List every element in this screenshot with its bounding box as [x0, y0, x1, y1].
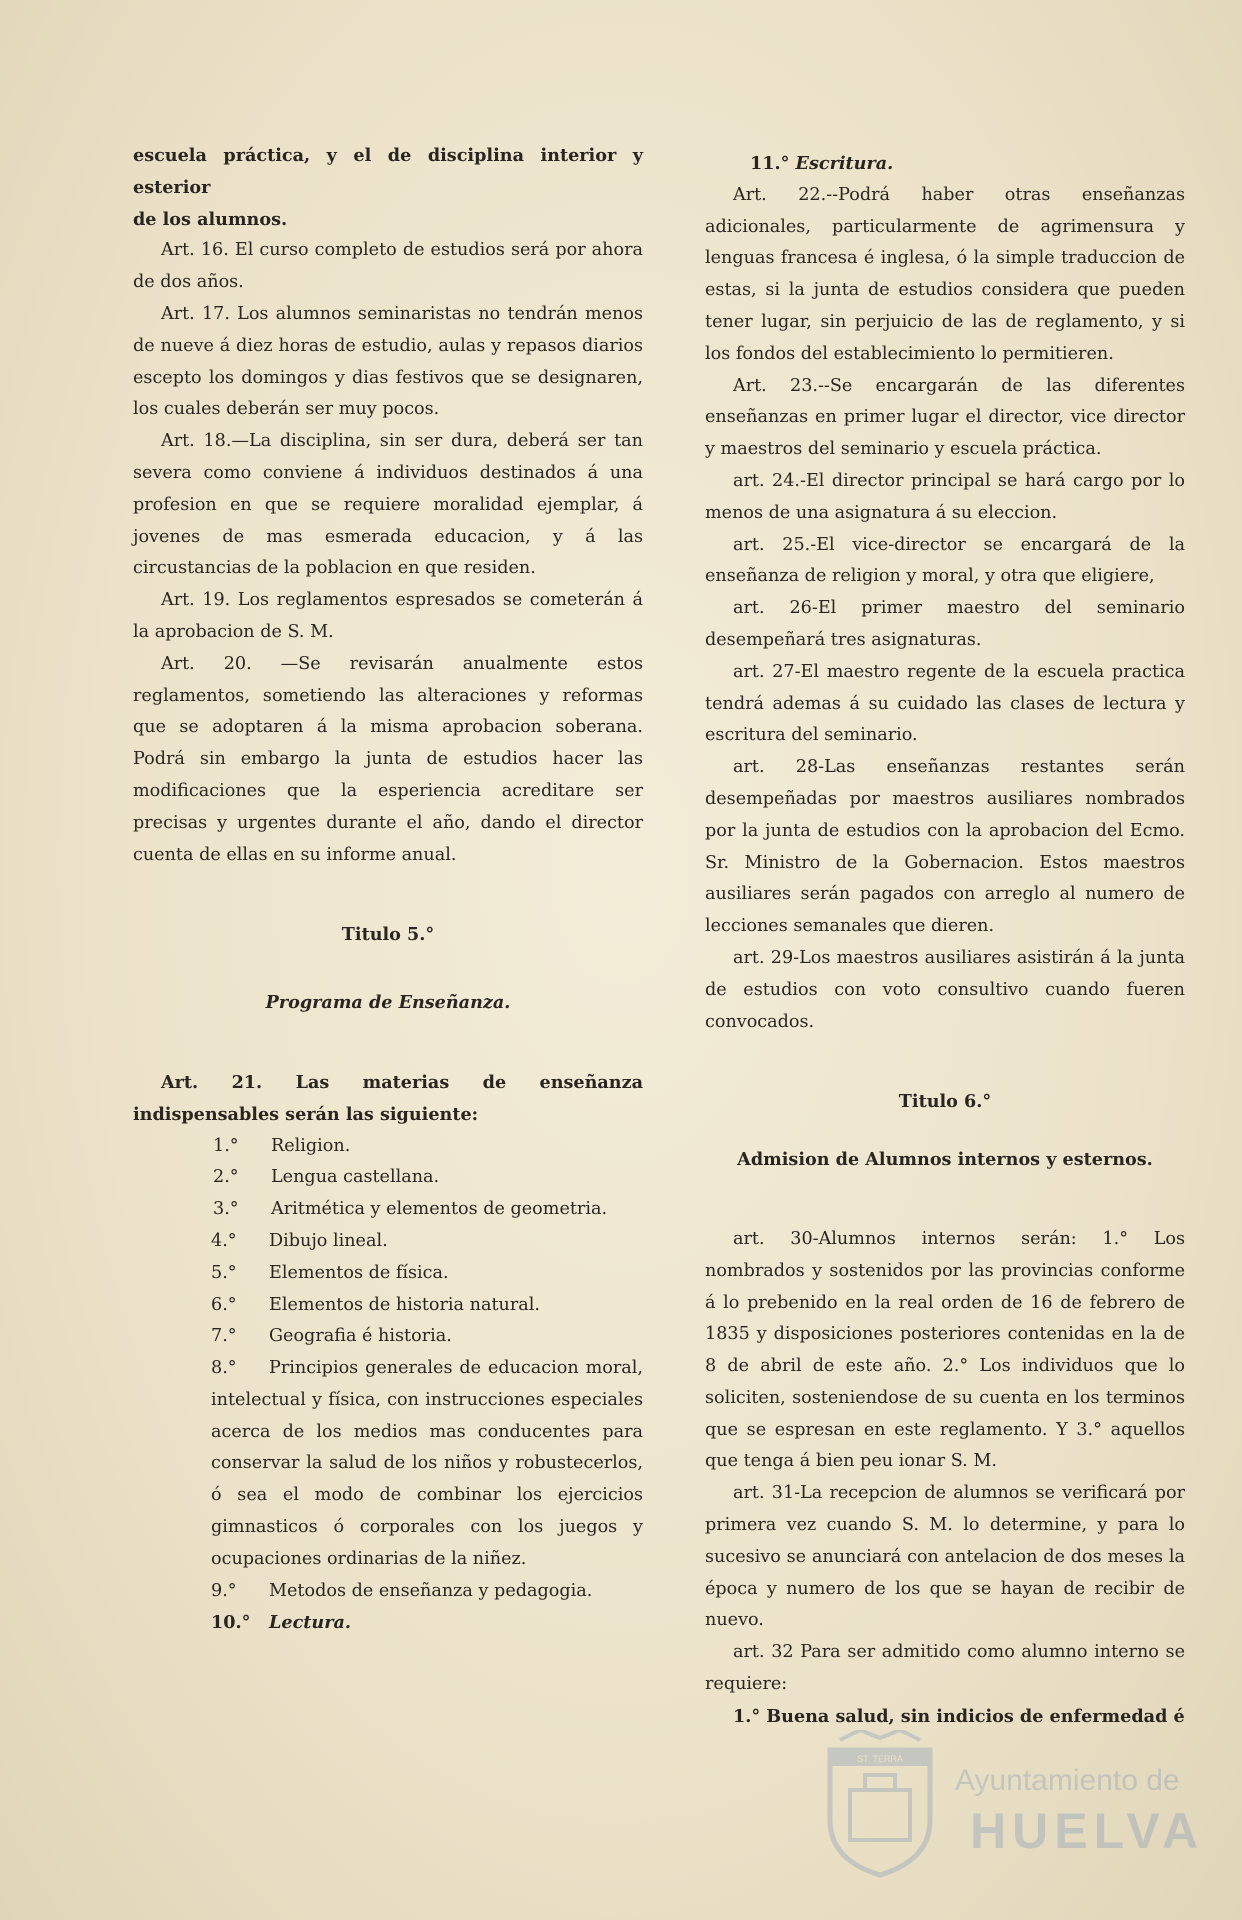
item-text: Dibujo lineal. — [269, 1230, 388, 1251]
article-17: Art. 17. Los alumnos seminaristas no tendrán menos de nueve á diez horas de estudio, aulas y repasos diarios escepto los domingos y dias festivos que se designaren, los cuales deberán ser muy pocos. — [133, 303, 643, 420]
section-title-5: Titulo 5.° — [341, 924, 435, 946]
section-title-6: Titulo 6.° — [898, 1091, 992, 1113]
list-item — [133, 1258, 643, 1290]
item-number: 9.° — [211, 1580, 237, 1601]
item-number: 10.° — [211, 1612, 251, 1634]
shield-icon — [820, 1730, 940, 1880]
item-text: Lengua castellana. — [271, 1167, 440, 1188]
item-text: Escritura. — [795, 153, 894, 174]
article-18: Art. 18.—La disciplina, sin ser dura, deberá ser tan severa como conviene á individuos destinados á una profesion en que se requiere moralidad ejemplar, á jovenes de mas esmerada educacion, y á las circustancias de la poblacion en que residen. — [133, 431, 643, 579]
article-25: art. 25.-El vice-director se encargará de la enseñanza de religion y moral, y otra que eligiere, — [705, 534, 1185, 587]
svg-text:ST. TERRA: ST. TERRA — [857, 1754, 903, 1764]
list-item — [133, 1321, 643, 1353]
article-32: art. 32 Para ser admitido como alumno interno se requiere: — [705, 1642, 1185, 1695]
article-16: Art. 16. El curso completo de estudios será por ahora de dos años. — [133, 240, 643, 293]
item-text: Elementos de historia natural. — [269, 1294, 540, 1315]
article-24: art. 24.-El director principal se hará cargo por lo menos de una asignatura á su eleccion. — [705, 470, 1185, 523]
item-text: Lectura. — [269, 1612, 351, 1634]
article-30: art. 30-Alumnos internos serán: 1.° Los nombrados y sostenidos por las provincias conforme á lo prebenido en la real orden de 16 de febrero de 1835 y disposiciones posteriores contenidas en la de 8 de abril de este año. 2.° Los individuos que lo soliciten, sosteniendose de su cuenta en los terminos que se espresan en este reglamento. Y 3.° aquellos que tenga á bien peu ionar S. M. — [705, 1228, 1185, 1472]
item-number: 8.° — [211, 1358, 237, 1379]
article-21: Art. 21. Las materias de enseñanza indispensables serán las siguiente: — [133, 1071, 643, 1125]
article-31: art. 31-La recepcion de alumnos se verificará por primera vez cuando S. M. lo determine, y para lo sucesivo se anunciará con antelacion de dos meses la época y numero de los que se hayan de recibir de nuevo. — [705, 1483, 1185, 1631]
list-item — [133, 1131, 643, 1163]
item-number: 6.° — [211, 1294, 237, 1315]
ayuntamiento-huelva-watermark — [820, 1730, 1220, 1880]
item-number: 5.° — [211, 1262, 237, 1283]
article-19: Art. 19. Los reglamentos espresados se cometerán á la aprobacion de S. M. — [133, 590, 643, 642]
watermark-line-1: Ayuntamiento de — [955, 1764, 1180, 1797]
item-text: Principios generales de educacion moral, intelectual y física, con instrucciones especiales acerca de los medios mas conducentes para conservar la salud de los niños y robustecerlos, ó sea el modo de combinar los ejercicios gimnasticos ó corporales con los juegos y ocupaciones ordinarias de la niñez. — [211, 1358, 643, 1569]
item-text: Geografia é historia. — [269, 1326, 452, 1347]
article-26: art. 26-El primer maestro del seminario desempeñará tres asignaturas. — [705, 598, 1185, 650]
right-column — [705, 148, 1185, 1733]
list-item — [133, 1194, 643, 1226]
list-item — [133, 1576, 643, 1608]
article-28: art. 28-Las enseñanzas restantes serán desempeñadas por maestros ausiliares nombrados por la junta de estudios con la aprobacion del Ecmo. Sr. Ministro de la Gobernacion. Estos maestros ausiliares serán pagados con arreglo al numero de lecciones semanales que dieren. — [705, 757, 1185, 937]
item-number: 4.° — [211, 1230, 237, 1251]
materias-list — [133, 1131, 643, 1641]
list-item — [133, 1290, 643, 1322]
article-20: Art. 20. —Se revisarán anualmente estos reglamentos, sometiendo las alteraciones y reformas que se adoptaren á la misma aprobacion soberana. Podrá sin embargo la junta de estudios hacer las modificaciones que la esperiencia acreditare ser precisas y urgentes durante el año, dando el director cuenta de ellas en su informe anual. — [133, 653, 643, 865]
requirement-1: 1.° Buena salud, sin indicios de enfermedad é — [733, 1705, 1185, 1727]
text-line: escuela práctica, y el de disciplina interior y esterior — [133, 145, 643, 198]
list-item — [133, 1607, 643, 1640]
item-number: 11.° — [750, 153, 790, 174]
list-item — [133, 1162, 643, 1194]
list-item — [705, 148, 1185, 180]
article-23: Art. 23.--Se encargarán de las diferentes enseñanzas en primer lugar el director, vice director y maestros del seminario y escuela práctica. — [705, 375, 1185, 460]
watermark-line-2: HUELVA — [970, 1803, 1205, 1859]
text-line: de los alumnos. — [133, 208, 288, 230]
item-text: Elementos de física. — [269, 1262, 449, 1283]
article-22: Art. 22.--Podrá haber otras enseñanzas adicionales, particularmente de agrimensura y lenguas francesa é inglesa, ó la simple traduccion de estas, si la junta de estudios considera que pueden tener lugar, sin perjuicio de las de reglamento, y si los fondos del establecimiento lo permitieren. — [705, 184, 1185, 364]
item-text: Aritmética y elementos de geometria. — [271, 1199, 608, 1220]
article-27: art. 27-El maestro regente de la escuela practica tendrá ademas á su cuidado las clases de lectura y escritura del seminario. — [705, 661, 1185, 746]
item-number: 3.° — [213, 1199, 239, 1220]
list-item — [133, 1226, 643, 1258]
item-number: 7.° — [211, 1326, 237, 1347]
item-number: 1.° — [213, 1135, 239, 1156]
item-number: 2.° — [213, 1167, 239, 1188]
item-text: Religion. — [271, 1135, 351, 1156]
section-subtitle-admision: Admision de Alumnos internos y esternos. — [737, 1149, 1153, 1171]
left-column — [133, 140, 643, 1640]
list-item — [133, 1353, 643, 1576]
item-text: Metodos de enseñanza y pedagogia. — [269, 1580, 593, 1601]
section-subtitle-programa: Programa de Enseñanza. — [265, 992, 511, 1014]
article-29: art. 29-Los maestros ausiliares asistirán á la junta de estudios con voto consultivo cuando fueren convocados. — [705, 947, 1185, 1032]
